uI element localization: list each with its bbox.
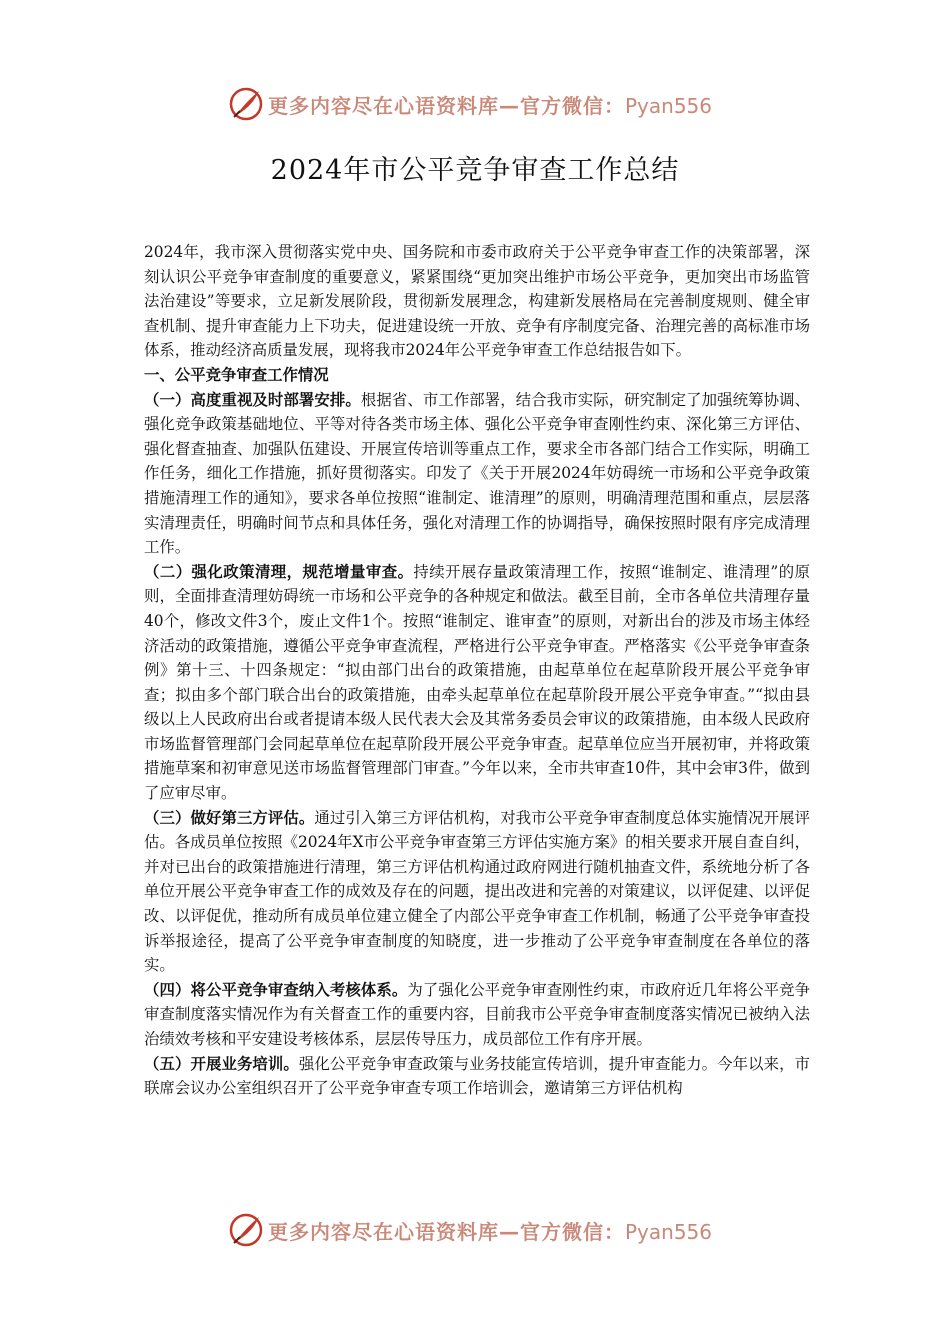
intro-paragraph: 2024年，我市深入贯彻落实党中央、国务院和市委市政府关于公平竞争审查工作的决策部署，深刻认识公平竞争审查制度的重要意义，紧紧围绕“更加突出维护市场公平竞争，更加突出市场监管法治建设”等要求，立足新发展阶段，贯彻新发展理念，构建新发展格局在完善制度规则、健全审查机制、提升审查能力上下功夫，促进建设统一开放、竞争有序制度完备、治理完善的高标准市场体系，推动经济高质量发展，现将我市2024年公平竞争审查工作总结报告如下。 bbox=[144, 243, 810, 360]
document-body bbox=[144, 240, 810, 1101]
bottom-watermark-banner bbox=[0, 1208, 950, 1252]
banner-slogan: 更多内容尽在心语资料库—官方微信： bbox=[268, 1219, 625, 1244]
banner-wechat-id: Pyan556 bbox=[625, 93, 713, 118]
item-paragraph-5 bbox=[144, 1052, 810, 1101]
section-heading-1: 一、公平竞争审查工作情况 bbox=[144, 365, 329, 384]
item-body: 为了强化公平竞争审查刚性约束，市政府近几年将公平竞争审查制度落实情况作为有关督查工作的重要内容，目前我市公平竞争审查制度落实情况已被纳入法治绩效考核和平安建设考核体系，层层传导压力，成员部位工作有序开展。 bbox=[144, 980, 810, 1048]
banner-wechat-id: Pyan556 bbox=[625, 1219, 713, 1244]
quill-logo-icon bbox=[228, 1212, 264, 1248]
item-paragraph-4 bbox=[144, 978, 810, 1052]
item-paragraph-1 bbox=[144, 388, 810, 560]
page-title: 2024年市公平竞争审查工作总结 bbox=[270, 155, 680, 186]
top-watermark-banner bbox=[0, 82, 950, 126]
item-heading: （一）高度重视及时部署安排。 bbox=[144, 390, 361, 409]
item-body: 通过引入第三方评估机构，对我市公平竞争审查制度总体实施情况开展评估。各成员单位按照《2024年X市公平竞争审查第三方评估实施方案》的相关要求开展自查自纠，并对已出台的政策措施进行清理，第三方评估机构通过政府网进行随机抽查文件，系统地分析了各单位开展公平竞争审查工作的成效及存在的问题，提出改进和完善的对策建议，以评促建、以评促改、以评促优，推动所有成员单位建立健全了内部公平竞争审查工作机制，畅通了公平竞争审查投诉举报途径，提高了公平竞争审查制度的知晓度，进一步推动了公平竞争审查制度在各单位的落实。 bbox=[144, 808, 810, 975]
banner-text bbox=[268, 1216, 712, 1245]
banner-slogan: 更多内容尽在心语资料库—官方微信： bbox=[268, 93, 625, 118]
item-paragraph-2 bbox=[144, 560, 810, 806]
item-body: 持续开展存量政策清理工作，按照“谁制定、谁清理”的原则，全面排查清理妨碍统一市场和公平竞争的各种规定和做法。截至目前，全市各单位共清理存量40个，修改文件3个，废止文件1个。按照“谁制定、谁审查”的原则，对新出台的涉及市场主体经济活动的政策措施，遵循公平竞争审查流程，严格进行公平竞争审查。严格落实《公平竞争审查条例》第十三、十四条规定：“拟由部门出台的政策措施，由起草单位在起草阶段开展公平竞争审查；拟由多个部门联合出台的政策措施，由牵头起草单位在起草阶段开展公平竞争审查。”“拟由县级以上人民政府出台或者提请本级人民代表大会及其常务委员会审议的政策措施，由本级人民政府市场监督管理部门会同起草单位在起草阶段开展公平竞争审查。起草单位应当开展初审，并将政策措施草案和初审意见送市场监督管理部门审查。”今年以来，全市共审查10件，其中会审3件，做到了应审尽审。 bbox=[144, 562, 810, 803]
item-heading: （三）做好第三方评估。 bbox=[144, 808, 315, 827]
item-heading: （四）将公平竞争审查纳入考核体系。 bbox=[144, 980, 408, 999]
item-body: 根据省、市工作部署，结合我市实际，研究制定了加强统筹协调、强化竞争政策基础地位、平等对待各类市场主体、强化公平竞争审查刚性约束、深化第三方评估、强化督查抽查、加强队伍建设、开展宣传培训等重点工作，要求全市各部门结合工作实际，明确工作任务，细化工作措施，抓好贯彻落实。印发了《关于开展2024年妨碍统一市场和公平竞争政策措施清理工作的通知》，要求各单位按照“谁制定、谁清理”的原则，明确清理范围和重点，层层落实清理责任，明确时间节点和具体任务，强化对清理工作的协调指导，确保按照时限有序完成清理工作。 bbox=[144, 390, 810, 557]
quill-logo-icon bbox=[228, 86, 264, 122]
item-body: 强化公平竞争审查政策与业务技能宣传培训，提升审查能力。今年以来，市联席会议办公室组织召开了公平竞争审查专项工作培训会，邀请第三方评估机构 bbox=[144, 1054, 810, 1098]
banner-text bbox=[268, 90, 712, 119]
item-heading: （五）开展业务培训。 bbox=[144, 1054, 299, 1073]
item-paragraph-3 bbox=[144, 806, 810, 978]
item-heading: （二）强化政策清理，规范增量审查。 bbox=[144, 562, 414, 581]
